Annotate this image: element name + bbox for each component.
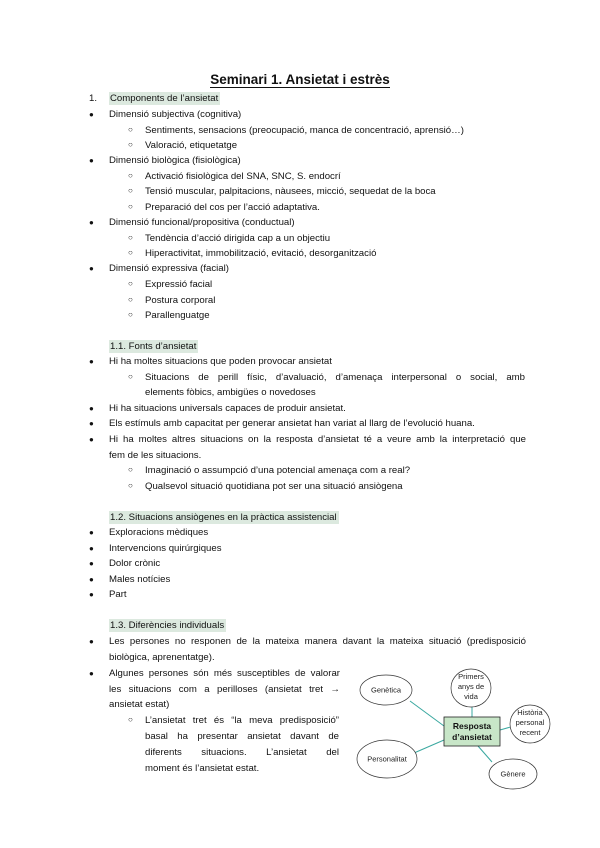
center-label-1: Resposta: [452, 721, 492, 731]
list-item: Intervencions quirúrgiques: [109, 543, 222, 554]
node-genere-label: Gènere: [500, 769, 526, 779]
list-item-continued: fem de les situacions.: [109, 450, 202, 461]
section-heading: 1.3. Diferències individuals: [110, 620, 225, 631]
list-item: Exploracions mèdiques: [109, 527, 209, 538]
section-heading: 1.1. Fonts d’ansietat: [110, 341, 197, 352]
sub-list-item: Hiperactivitat, immobilització, evitació, desorganització: [145, 248, 377, 259]
list-item-continued: biològica, aprenentatge).: [109, 652, 215, 663]
circle-bullet-icon: ○: [128, 295, 133, 304]
sub-list-item: L’ansietat tret és “la meva predisposició”: [145, 715, 339, 726]
sub-list-item: Situacions de perill físic, d’avaluació, d’amenaça interpersonal o social, amb: [145, 372, 525, 383]
sub-list-item: Sentiments, sensacions (preocupació, manca de concentració, aprensió…): [145, 125, 464, 136]
circle-bullet-icon: ○: [128, 279, 133, 288]
connector-personalitat: [414, 740, 444, 753]
list-item: Les persones no responen de la mateixa manera davant la mateixa situació (predisposició: [109, 636, 526, 647]
sub-list-item: Qualsevol situació quotidiana pot ser una situació ansiògena: [145, 481, 403, 492]
bullet-icon: ●: [89, 404, 94, 413]
bullet-icon: ●: [89, 264, 94, 273]
bullet-icon: ●: [89, 669, 94, 678]
node-genetica-label: Genètica: [370, 685, 402, 695]
sub-list-item: Tensió muscular, palpitacions, nàusees, micció, sequedat de la boca: [145, 186, 436, 197]
section-heading: 1.2. Situacions ansiògenes en la pràctica assistencial: [110, 512, 337, 523]
sub-list-item: Expressió facial: [145, 279, 213, 290]
bullet-icon: ●: [89, 357, 94, 366]
bullet-icon: ●: [89, 559, 94, 568]
bullet-icon: ●: [89, 528, 94, 537]
bullet-icon: ●: [89, 435, 94, 444]
section-number: 1.: [89, 93, 98, 104]
node-historia-label-3: recent: [519, 728, 541, 737]
bullet-icon: ●: [89, 156, 94, 165]
page-title: Seminari 1. Ansietat i estrès: [210, 72, 390, 87]
circle-bullet-icon: ○: [128, 465, 133, 474]
connector-genetica: [410, 701, 444, 726]
circle-bullet-icon: ○: [128, 140, 133, 149]
bullet-icon: ●: [89, 544, 94, 553]
circle-bullet-icon: ○: [128, 372, 133, 381]
center-label-2: d’ansietat: [452, 732, 492, 742]
connector-genere: [478, 746, 492, 762]
sub-list-item-continued: diferents situacions. L’ansietat del: [145, 747, 339, 758]
sub-list-item-continued: elements fòbics, ambigües o novedoses: [145, 387, 316, 398]
node-personalitat-label: Personalitat: [367, 754, 407, 764]
circle-bullet-icon: ○: [128, 481, 133, 490]
list-item: Els estímuls amb capacitat per generar ansietat han variat al llarg de l’evolució huana.: [109, 418, 475, 429]
bullet-icon: ●: [89, 110, 94, 119]
bullet-icon: ●: [89, 637, 94, 646]
circle-bullet-icon: ○: [128, 186, 133, 195]
sub-list-item: Preparació del cos per l’acció adaptativa.: [145, 202, 320, 213]
sub-list-item: Postura corporal: [145, 295, 216, 306]
bullet-icon: ●: [89, 590, 94, 599]
list-item: Dimensió subjectiva (cognitiva): [109, 109, 242, 120]
sub-list-item-continued: moment és l’ansietat estat.: [145, 763, 260, 774]
node-primers-label-1: Primers: [458, 672, 484, 681]
circle-bullet-icon: ○: [128, 248, 133, 257]
list-item: Part: [109, 589, 127, 600]
list-item-continued: ansietat estat): [109, 699, 170, 710]
list-item: Hi ha moltes situacions que poden provocar ansietat: [109, 356, 332, 367]
bullet-icon: ●: [89, 575, 94, 584]
node-primers-label-2: anys de: [457, 682, 485, 691]
list-item: Dimensió expressiva (facial): [109, 263, 229, 274]
circle-bullet-icon: ○: [128, 310, 133, 319]
sub-list-item: Activació fisiològica del SNA, SNC, S. endocrí: [145, 171, 341, 182]
anxiety-factors-diagram: [352, 664, 552, 794]
sub-list-item: Imaginació o assumpció d’una potencial amenaça com a real?: [145, 465, 411, 476]
node-primers-label-3: vida: [464, 692, 478, 701]
list-item: Dimensió funcional/propositiva (conductual): [109, 217, 295, 228]
sub-list-item-continued: basal ha presentar ansietat davant de: [145, 731, 339, 742]
list-item: Dimensió biològica (fisiològica): [109, 155, 241, 166]
node-historia-label-2: personal: [515, 718, 545, 727]
list-item: Hi ha situacions universals capaces de produir ansietat.: [109, 403, 346, 414]
list-item: Algunes persones són més susceptibles de valorar: [109, 668, 340, 679]
list-item: Dolor crònic: [109, 558, 161, 569]
sub-list-item: Parallenguatge: [145, 310, 210, 321]
section-heading: Components de l’ansietat: [110, 93, 219, 104]
list-item-continued: les situacions com a perilloses (ansietat tret →: [109, 684, 340, 695]
circle-bullet-icon: ○: [128, 233, 133, 242]
list-item: Hi ha moltes altres situacions on la resposta d’ansietat té a veure amb la interpretació que: [109, 434, 526, 445]
circle-bullet-icon: ○: [128, 125, 133, 134]
circle-bullet-icon: ○: [128, 715, 133, 724]
circle-bullet-icon: ○: [128, 202, 133, 211]
list-item: Males notícies: [109, 574, 171, 585]
bullet-icon: ●: [89, 419, 94, 428]
circle-bullet-icon: ○: [128, 171, 133, 180]
bullet-icon: ●: [89, 218, 94, 227]
sub-list-item: Valoració, etiquetatge: [145, 140, 238, 151]
node-historia-label-1: Història: [517, 708, 543, 717]
sub-list-item: Tendència d’acció dirigida cap a un objectiu: [145, 233, 331, 244]
